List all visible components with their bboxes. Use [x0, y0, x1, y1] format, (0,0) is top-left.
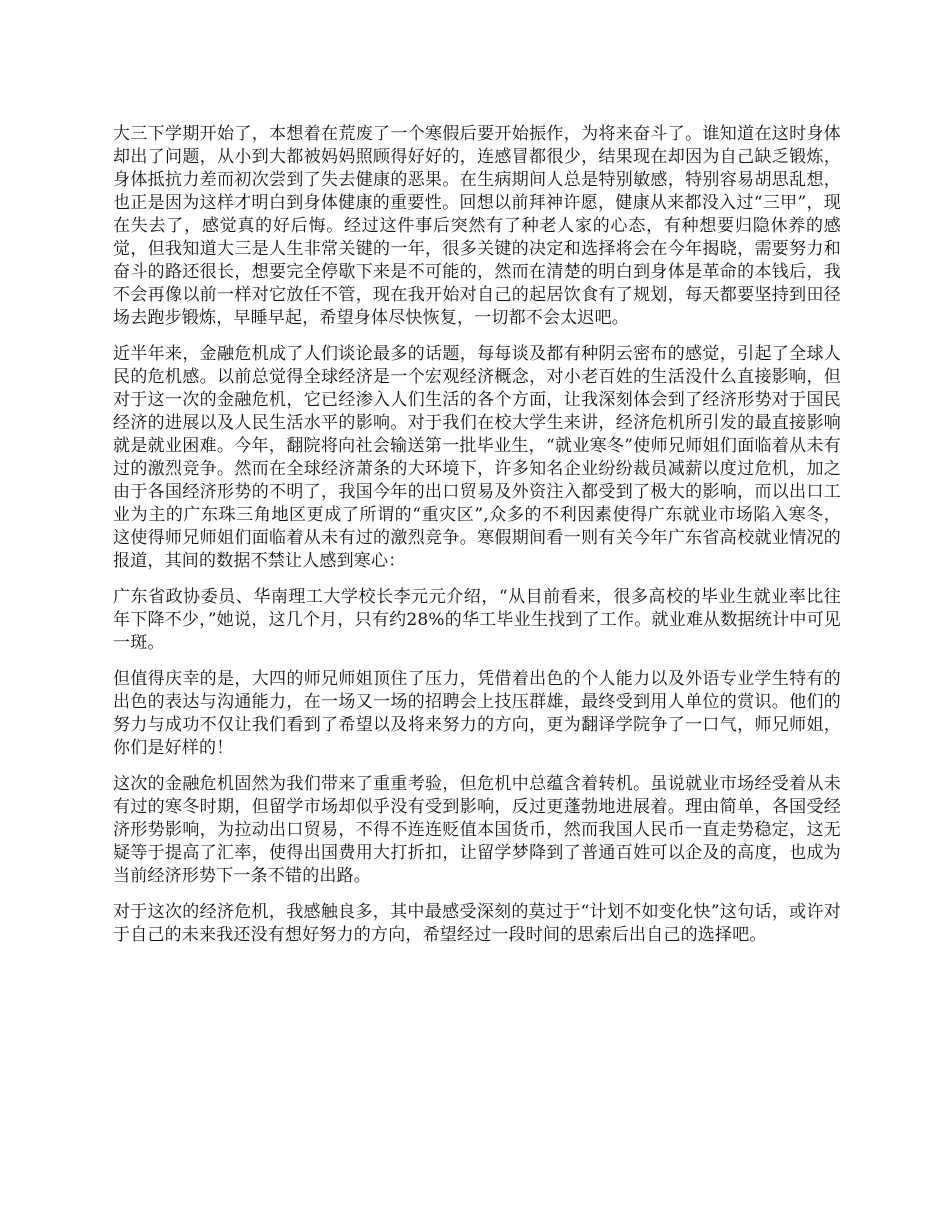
- paragraph-4: 但值得庆幸的是，大四的师兄师姐顶住了压力，凭借着出色的个人能力以及外语专业学生特有的出色的表达与沟通能力，在一场又一场的招聘会上技压群雄，最终受到用人单位的赏识。他们的努力与成功不仅让我们看到了希望以及将来努力的方向，更为翻译学院争了一口气，师兄师姐，你们是好样的！: [113, 669, 841, 758]
- paragraph-2: 近半年来，金融危机成了人们谈论最多的话题，每每谈及都有种阴云密布的感觉，引起了全球人民的危机感。以前总觉得全球经济是一个宏观经济概念，对小老百姓的生活没什么直接影响，但对于这一次的金融危机，它已经渗入人们生活的各个方面，让我深刻体会到了经济形势对于国民经济的进展以及人民生活水平的影响。对于我们在校大学生来讲，经济危机所引发的最直接影响就是就业困难。今年，翻院将向社会输送第一批毕业生，“就业寒冬”使师兄师姐们面临着从未有过的激烈竞争。然而在全球经济萧条的大环境下，许多知名企业纷纷裁员减薪以度过危机，加之由于各国经济形势的不明了，我国今年的出口贸易及外资注入都受到了极大的影响，而以出口工业为主的广东珠三角地区更成了所谓的“重灾区”,众多的不利因素使得广东就业市场陷入寒冬，这使得师兄师姐们面临着从未有过的激烈竞争。寒假期间看一则有关今年广东省高校就业情况的报道，其间的数据不禁让人感到寒心：: [113, 344, 841, 571]
- paragraph-1: 大三下学期开始了，本想着在荒废了一个寒假后要开始振作，为将来奋斗了。谁知道在这时身体却出了问题，从小到大都被妈妈照顾得好好的，连感冒都很少，结果现在却因为自己缺乏锻炼，身体抵抗力差而初次尝到了失去健康的恶果。在生病期间人总是特别敏感，特别容易胡思乱想，也正是因为这样才明白到身体健康的重要性。回想以前拜神许愿，健康从来都没入过“三甲”，现在失去了，感觉真的好后悔。经过这件事后突然有了种老人家的心态，有种想要归隐休养的感觉，但我知道大三是人生非常关键的一年，很多关键的决定和选择将会在今年揭晓，需要努力和奋斗的路还很长，想要完全停歇下来是不可能的，然而在清楚的明白到身体是革命的本钱后，我不会再像以前一样对它放任不管，现在我开始对自己的起居饮食有了规划，每天都要坚持到田径场去跑步锻炼，早睡早起，希望身体尽快恢复，一切都不会太迟吧。: [113, 124, 841, 328]
- paragraph-6: 对于这次的经济危机，我感触良多，其中最感受深刻的莫过于“计划不如变化快”这句话，或许对于自己的未来我还没有想好努力的方向，希望经过一段时间的思索后出自己的选择吧。: [113, 902, 841, 945]
- paragraph-5: 这次的金融危机固然为我们带来了重重考验，但危机中总蕴含着转机。虽说就业市场经受着从未有过的寒冬时期，但留学市场却似乎没有受到影响，反过更蓬勃地进展着。理由简单，各国受经济形势影响，为拉动出口贸易，不得不连连贬值本国货币，然而我国人民币一直走势稳定，这无疑等于提高了汇率，使得出国费用大打折扣，让留学梦降到了普通百姓可以企及的高度，也成为当前经济形势下一条不错的出路。: [113, 774, 841, 886]
- document-body: [113, 123, 841, 960]
- paragraph-3: 广东省政协委员、华南理工大学校长李元元介绍，“从目前看来，很多高校的毕业生就业率比往年下降不少，”她说，这几个月，只有约28%的华工毕业生找到了工作。就业难从数据统计中可见一斑。: [113, 587, 841, 653]
